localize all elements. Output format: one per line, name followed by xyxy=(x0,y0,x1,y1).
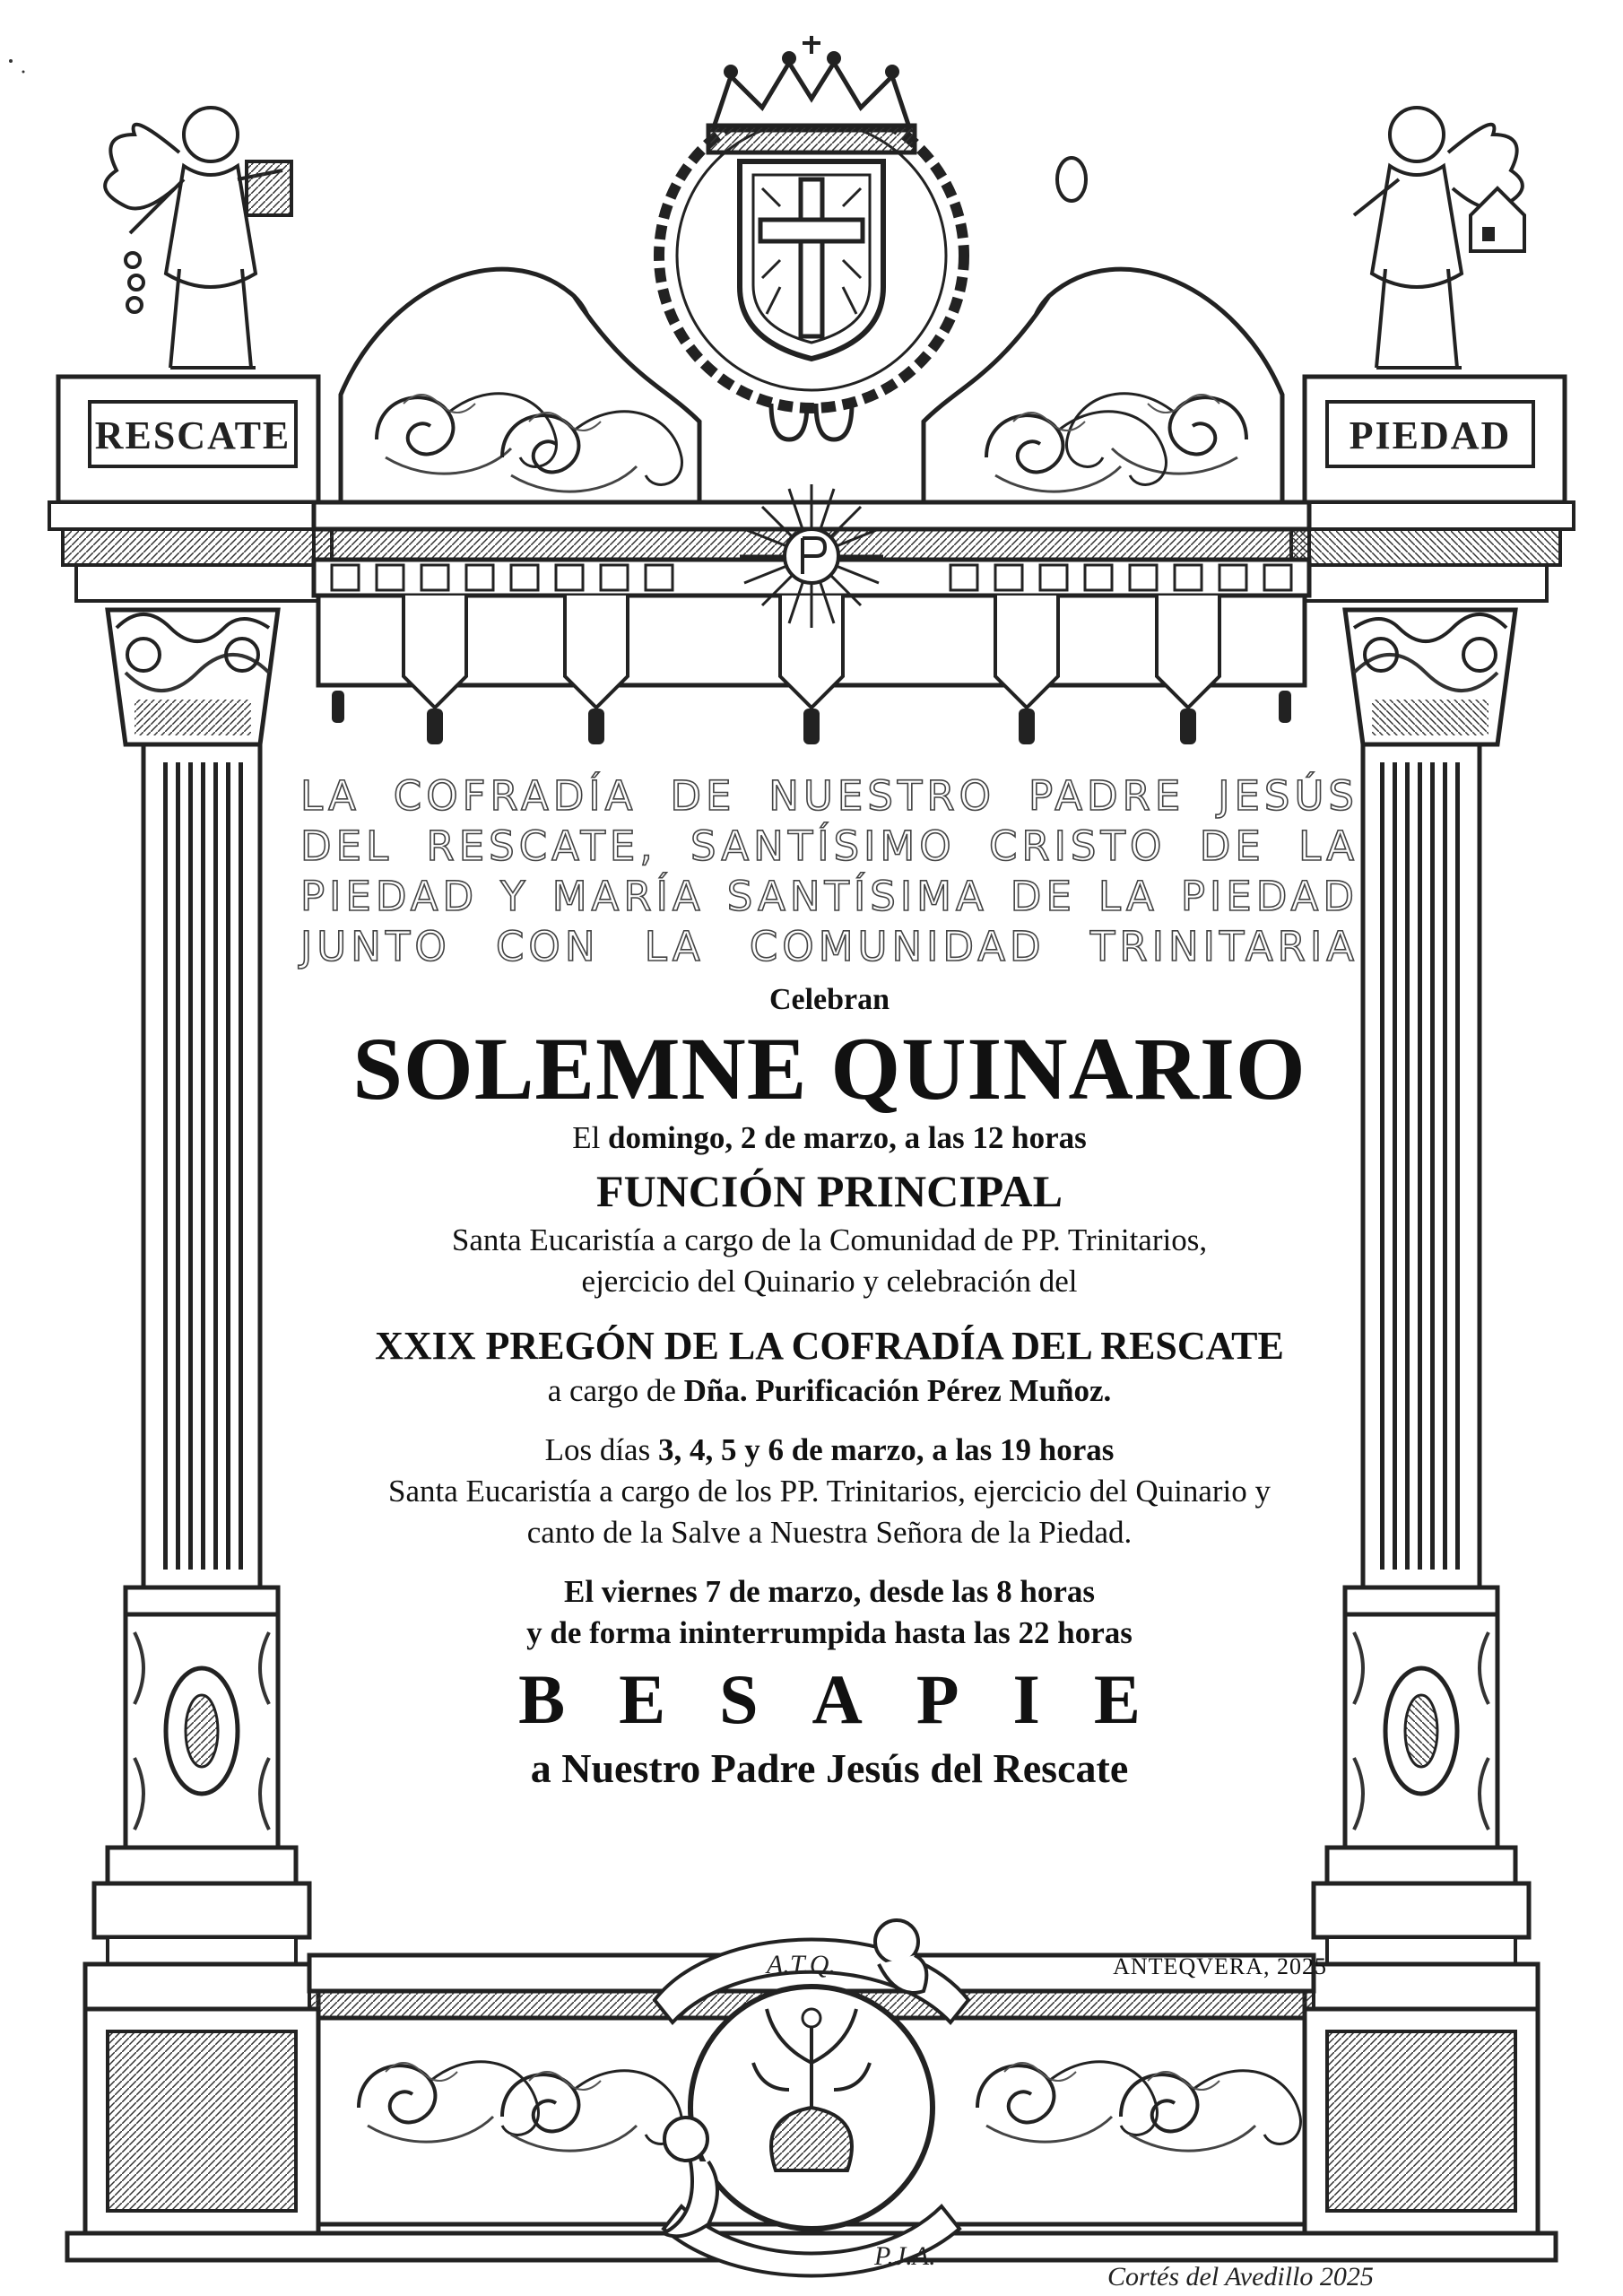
funcion-desc-2: ejercicio del Quinario y celebración del xyxy=(581,1264,1078,1299)
place-date: ANTEQVERA, 2025 xyxy=(1113,1953,1327,1979)
event-title: SOLEMNE QUINARIO xyxy=(352,1019,1306,1118)
heading-line-1: LA COFRADÍA DE NUESTRO PADRE JESÚS xyxy=(300,772,1358,820)
pregon-speaker: Dña. Purificación Pérez Muñoz. xyxy=(683,1373,1112,1408)
days-desc-1: Santa Eucaristía a cargo de los PP. Trinitarios, ejercicio del Quinario y xyxy=(387,1474,1271,1509)
seal-top-text: A.T.Q. xyxy=(767,1950,836,1979)
funcion-desc-1: Santa Eucaristía a cargo de la Comunidad de PP. Trinitarios, xyxy=(451,1222,1208,1257)
besapie-title: BESAPIE xyxy=(518,1660,1194,1738)
days-line xyxy=(300,1430,1358,1471)
right-angel-figure xyxy=(1354,108,1524,368)
celebran-label: Celebran xyxy=(768,983,890,1016)
pregon-prefix: a cargo de xyxy=(547,1373,684,1408)
artist-signature: Cortés del Avedillo 2025 xyxy=(1107,2262,1374,2292)
heading-line-3: PIEDAD Y MARÍA SANTÍSIMA DE LA PIEDAD xyxy=(300,873,1358,920)
friday-line-2: y de forma ininterrumpida hasta las 22 horas xyxy=(526,1615,1133,1650)
right-plaque-text: PIEDAD xyxy=(1349,413,1512,457)
left-column xyxy=(49,377,336,2009)
heading-line-2: DEL RESCATE, SANTÍSIMO CRISTO DE LA xyxy=(300,822,1358,870)
heading-line-4: JUNTO CON LA COMUNIDAD TRINITARIA xyxy=(300,923,1358,970)
pregon-title: XXIX PREGÓN DE LA COFRADÍA DEL RESCATE xyxy=(375,1324,1284,1368)
days-dates: 3, 4, 5 y 6 de marzo, a las 19 horas xyxy=(657,1432,1115,1467)
friday-line-1: El viernes 7 de marzo, desde las 8 horas xyxy=(563,1574,1096,1609)
sunday-date: domingo, 2 de marzo, a las 12 horas xyxy=(608,1120,1087,1155)
days-desc-2: canto de la Salve a Nuestra Señora de la Piedad. xyxy=(526,1515,1133,1550)
besapie-subtitle: a Nuestro Padre Jesús del Rescate xyxy=(530,1745,1129,1791)
funcion-principal-title: FUNCIÓN PRINCIPAL xyxy=(596,1166,1063,1216)
seal-bottom-text: P.J.A. xyxy=(874,2241,936,2271)
left-angel-figure xyxy=(105,108,291,368)
days-prefix: Los días xyxy=(544,1432,658,1467)
left-plaque-text: RESCATE xyxy=(94,413,291,457)
poster-text-panel xyxy=(300,771,1358,1982)
sunday-prefix: El xyxy=(572,1120,609,1155)
pregon-speaker-line xyxy=(300,1370,1358,1412)
sunday-line xyxy=(300,1118,1358,1159)
